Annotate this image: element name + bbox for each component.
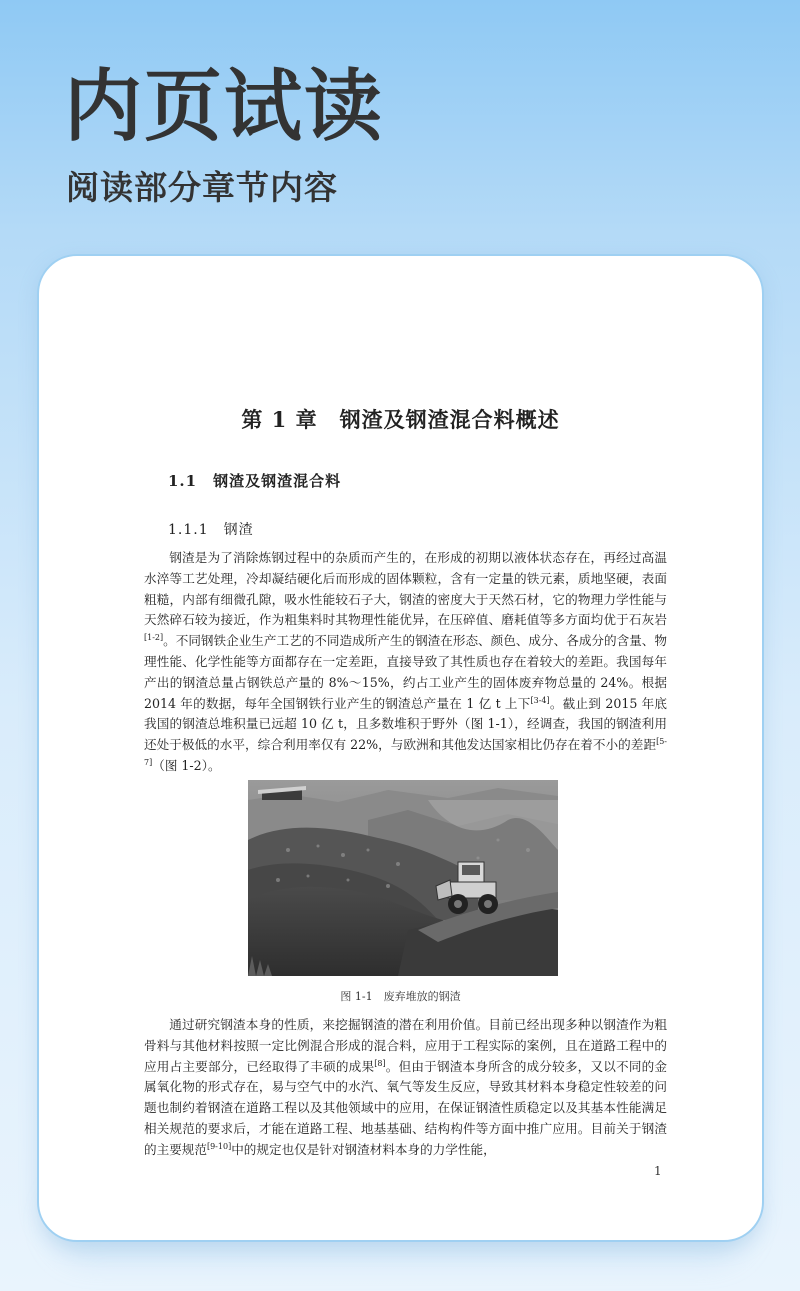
citation: [8] [374,1058,386,1068]
citation: [3-4] [530,695,550,705]
paragraph-2-text: 。但由于钢渣本身所含的成分较多，又以不同的金属氧化物的形式存在，易与空气中的水汽、氧气等发生反应，导致其材料本身稳定性较差的问题也制约着钢渣在道路工程以及其他领域中的应用，在保证钢渣性质稳定以及其基本性能满足相关规范的要求后，才能在道路工程、地基基础、结构构件等方面中推广应用。目前关于钢渣的主要规范 [144,1058,668,1157]
paragraph-1-text: （图 1-2）。 [152,757,221,773]
citation: [5-7] [144,737,667,767]
paragraph-2-text: 通过研究钢渣本身的性质，来挖掘钢渣的潜在利用价值。目前已经出现多种以钢渣作为粗骨料与其他材料按照一定比例混合形成的混合料，应用于工程实际的案例，且在道路工程中的应用占主要部分，已经取得了丰硕的成果 [144,1017,667,1074]
chapter-title: 第 1 章 钢渣及钢渣混合料概述 [241,407,560,432]
subsection-title: 1.1.1 钢渣 [168,522,254,538]
section-title: 1.1 钢渣及钢渣混合料 [168,472,342,490]
paragraph-2 [144,1015,667,1161]
citation: [9-10] [206,1141,232,1151]
figure-caption: 图 1-1 废弃堆放的钢渣 [340,990,461,1003]
page-number: 1 [654,1164,662,1178]
paragraph-1-text: 。截止到 2015 年底我国的钢渣总堆积量已远超 10 亿 t，且多数堆积于野外（图 1-1），经调查，我国的钢渣利用还处于极低的水平，综合利用率仅有 22%，与欧洲和其他发达国家相比仍存在着不小的差距 [144,695,667,753]
paragraph-2-text: 中的规定也仅是针对钢渣材料本身的力学性能， [231,1141,496,1157]
citation: [1-2] [144,633,164,643]
header-subtitle: 阅读部分章节内容 [66,168,338,207]
book-page-card [37,254,764,1242]
header-title: 内页试读 [64,62,385,152]
paragraph-1-text: 。不同钢铁企业生产工艺的不同造成所产生的钢渣在形态、颜色、成分、各成分的含量、物理性能、化学性能等方面都存在一定差距，直接导致了其性质也存在着较大的差距。我国每年产出的钢渣总量占钢铁总产量的 8%～15%，约占工业产生的固体废弃物总量的 24%。根据 2014 年的数据，每年全国钢铁行业产生的钢渣总产量在 1 亿 t 上下 [144,633,667,711]
figure-steel-slag-photo [248,780,558,976]
paragraph-1 [144,548,667,777]
book-page [39,256,762,1240]
paragraph-1-text: 钢渣是为了消除炼钢过程中的杂质而产生的，在形成的初期以液体状态存在，再经过高温水淬等工艺处理，冷却凝结硬化后而形成的固体颗粒，含有一定量的铁元素，质地坚硬，表面粗糙，内部有细微孔隙，吸水性能较石子大，钢渣的密度大于天然石材，它的物理力学性能与天然碎石较为接近，作为粗集料时其物理性能优异，在压碎值、磨耗值等多方面均优于石灰岩 [144,550,667,628]
